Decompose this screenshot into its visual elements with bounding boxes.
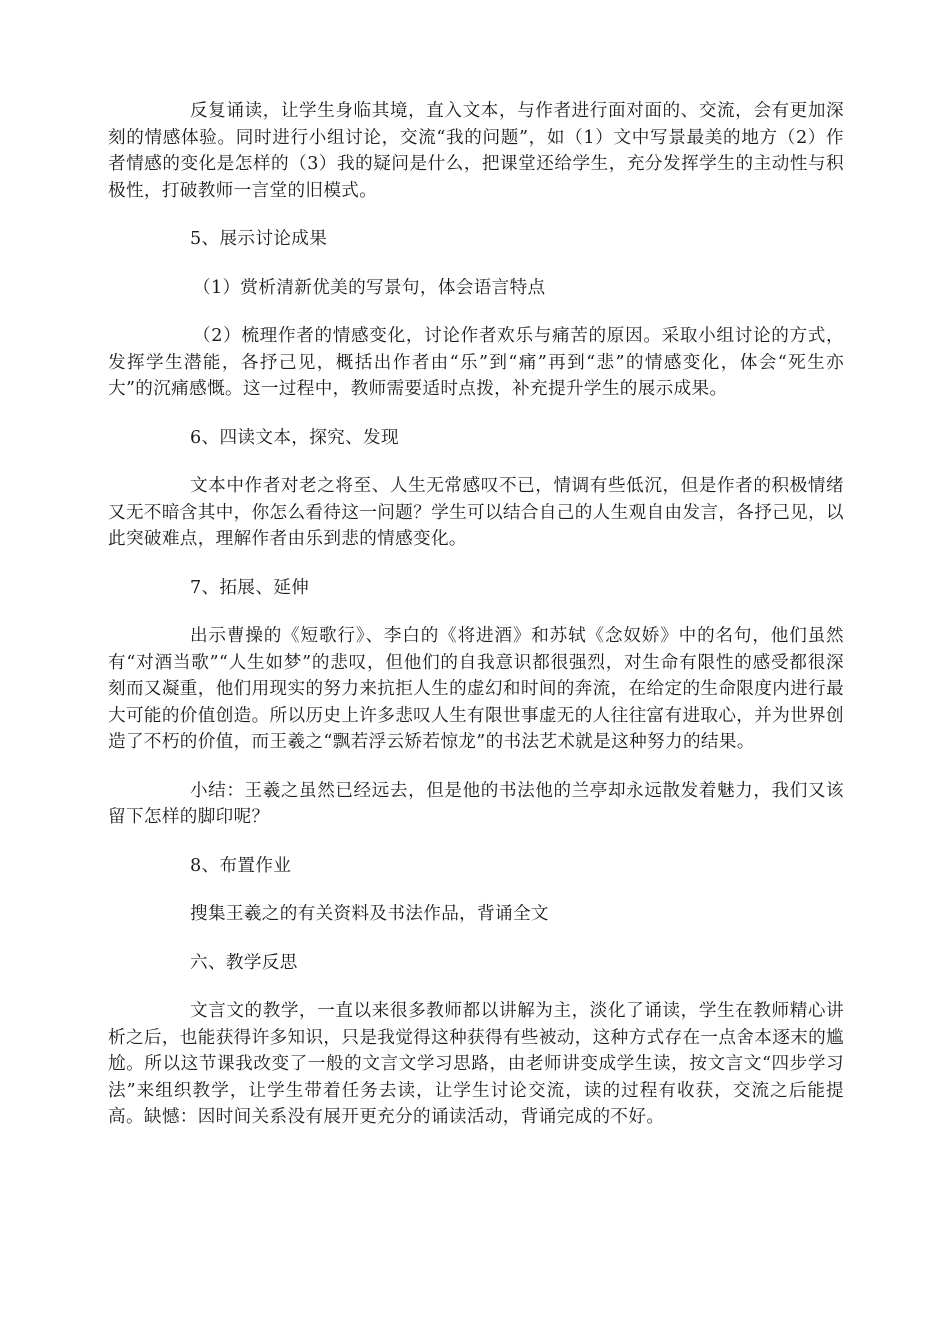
paragraph-emotion-change: （2）梳理作者的情感变化，讨论作者欢乐与痛苦的原因。采取小组讨论的方式，发挥学生潜能，各抒己见，概括出作者由“乐”到“痛”再到“悲”的情感变化，体会“死生亦大”的沉痛感慨。这一过程中，教师需要适时点拨，补充提升学生的展示成果。: [108, 326, 844, 399]
heading-step-7: 7、拓展、延伸: [190, 577, 310, 598]
paragraph-appreciation: （1）赏析清新优美的写景句，体会语言特点: [193, 277, 546, 298]
paragraph-homework: 搜集王羲之的有关资料及书法作品，背诵全文: [190, 904, 549, 924]
paragraph-summary: 小结：王羲之虽然已经远去，但是他的书法他的兰亭却永远散发着魅力，我们又该留下怎样的脚印呢？: [108, 780, 844, 827]
heading-step-5: 5、展示讨论成果: [190, 229, 328, 249]
document-page: [108, 98, 844, 1131]
paragraph-recitation: 反复诵读，让学生身临其境，直入文本，与作者进行面对面的、交流，会有更加深刻的情感体验。同时进行小组讨论，交流“我的问题”，如（1）文中写景最美的地方（2）作者情感的变化是怎样的（3）我的疑问是什么，把课堂还给学生，充分发挥学生的主动性与积极性，打破教师一言堂的旧模式。: [108, 101, 844, 201]
heading-reflection: 六、教学反思: [190, 952, 298, 973]
paragraph-reflection: 文言文的教学，一直以来很多教师都以讲解为主，淡化了诵读，学生在教师精心讲析之后，也能获得许多知识，只是我觉得这种获得有些被动，这种方式存在一点舍本逐末的尴尬。所以这节课我改变了一般的文言文学习思路，由老师讲变成学生读，按文言文“四步学习法”来组织教学，让学生带着任务去读，让学生讨论交流，读的过程有收获，交流之后能提高。缺憾：因时间关系没有展开更充分的诵读活动，背诵完成的不好。: [108, 1001, 844, 1127]
heading-step-6: 6、四读文本，探究、发现: [190, 427, 399, 448]
paragraph-explore: 文本中作者对老之将至、人生无常感叹不已，情调有些低沉，但是作者的积极情绪又无不暗含其中，你怎么看待这一问题？学生可以结合自己的人生观自由发言，各抒己见，以此突破难点，理解作者由乐到悲的情感变化。: [108, 476, 844, 549]
heading-step-8: 8、布置作业: [190, 855, 292, 876]
paragraph-extension: 出示曹操的《短歌行》、李白的《将进酒》和苏轼《念奴娇》中的名句，他们虽然有“对酒当歌”“人生如梦”的悲叹，但他们的自我意识都很强烈，对生命有限性的感受都很深刻而又凝重，他们用现实的努力来抗拒人生的虚幻和时间的奔流，在给定的生命限度内进行最大可能的价值创造。所以历史上许多悲叹人生有限世事虚无的人往往富有进取心，并为世界创造了不朽的价值，而王羲之“飘若浮云矫若惊龙”的书法艺术就是这种努力的结果。: [108, 626, 844, 752]
